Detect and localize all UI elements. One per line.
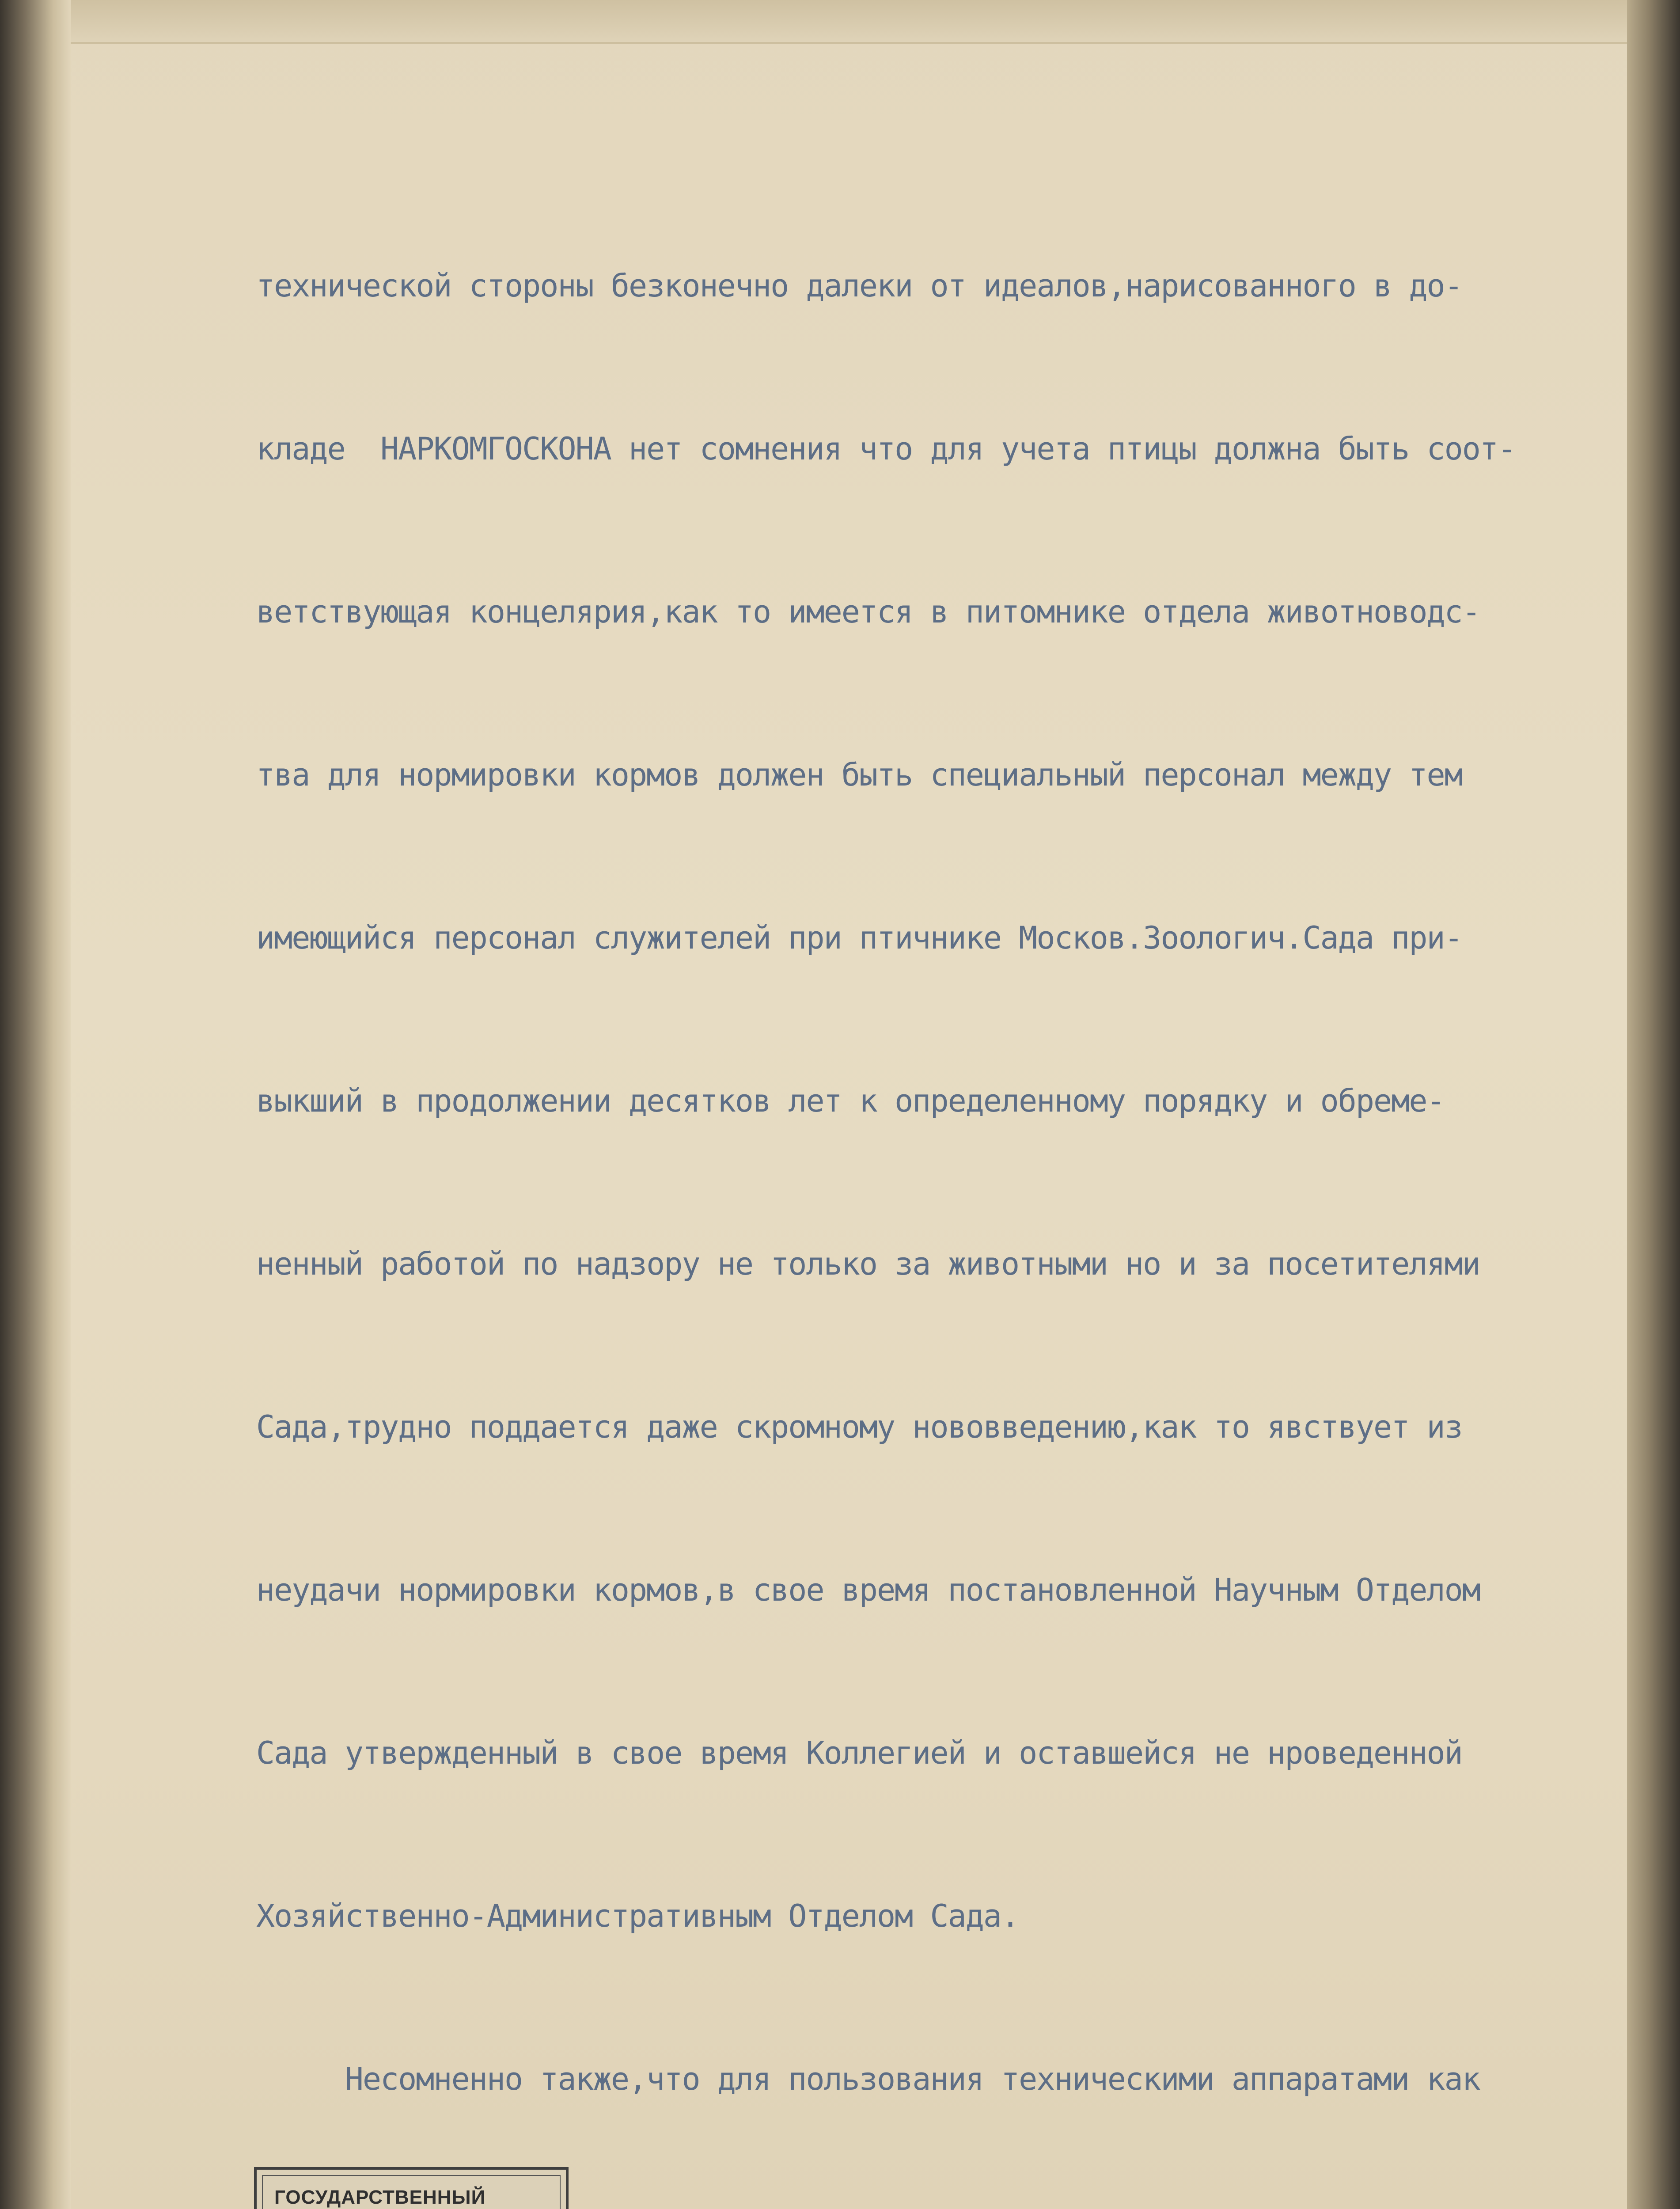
text-line: ветствующая концелярия,как то имеется в питомнике отдела животноводс- <box>256 594 1480 630</box>
text-line: тва для нормировки кормов должен быть специальный персонал между тем <box>256 757 1462 793</box>
text-line: Сада,трудно поддается даже скромному нововведению,как то явствует из <box>256 1409 1462 1445</box>
stamp-museum-line1: ГОСУДАРСТВЕННЫЙ <box>274 2186 486 2208</box>
typewritten-text <box>256 150 1626 2209</box>
text-line: ненный работой по надзору не только за животными но и за посетителями <box>256 1246 1480 1282</box>
page-fold-top <box>71 0 1643 44</box>
text-line: Несомненно также,что для пользования техническими аппаратами как <box>256 2061 1480 2097</box>
page-edge-left <box>0 0 71 2209</box>
text-line: технической стороны безконечно далеки от идеалов,нарисованного в до- <box>256 268 1462 304</box>
text-line: Сада утвержденный в свое время Коллегией и оставшейся не нроведенной <box>256 1735 1462 1771</box>
text-line: Хозяйственно-Административным Отделом Сада. <box>256 1898 1019 1934</box>
museum-inventory-stamp <box>254 2167 569 2209</box>
text-line: неудачи нормировки кормов,в свое время постановленной Научным Отделом <box>256 1572 1480 1608</box>
binding-edge-right <box>1627 0 1680 2209</box>
text-line: кладе НАРКОМГОСКОНА нет сомнения что для учета птицы должна быть соот- <box>256 431 1516 467</box>
text-line: выкший в продолжении десятков лет к определенному порядку и обреме- <box>256 1083 1445 1119</box>
text-line: имеющийся персонал служителей при птичнике Москов.Зоологич.Сада при- <box>256 920 1462 956</box>
